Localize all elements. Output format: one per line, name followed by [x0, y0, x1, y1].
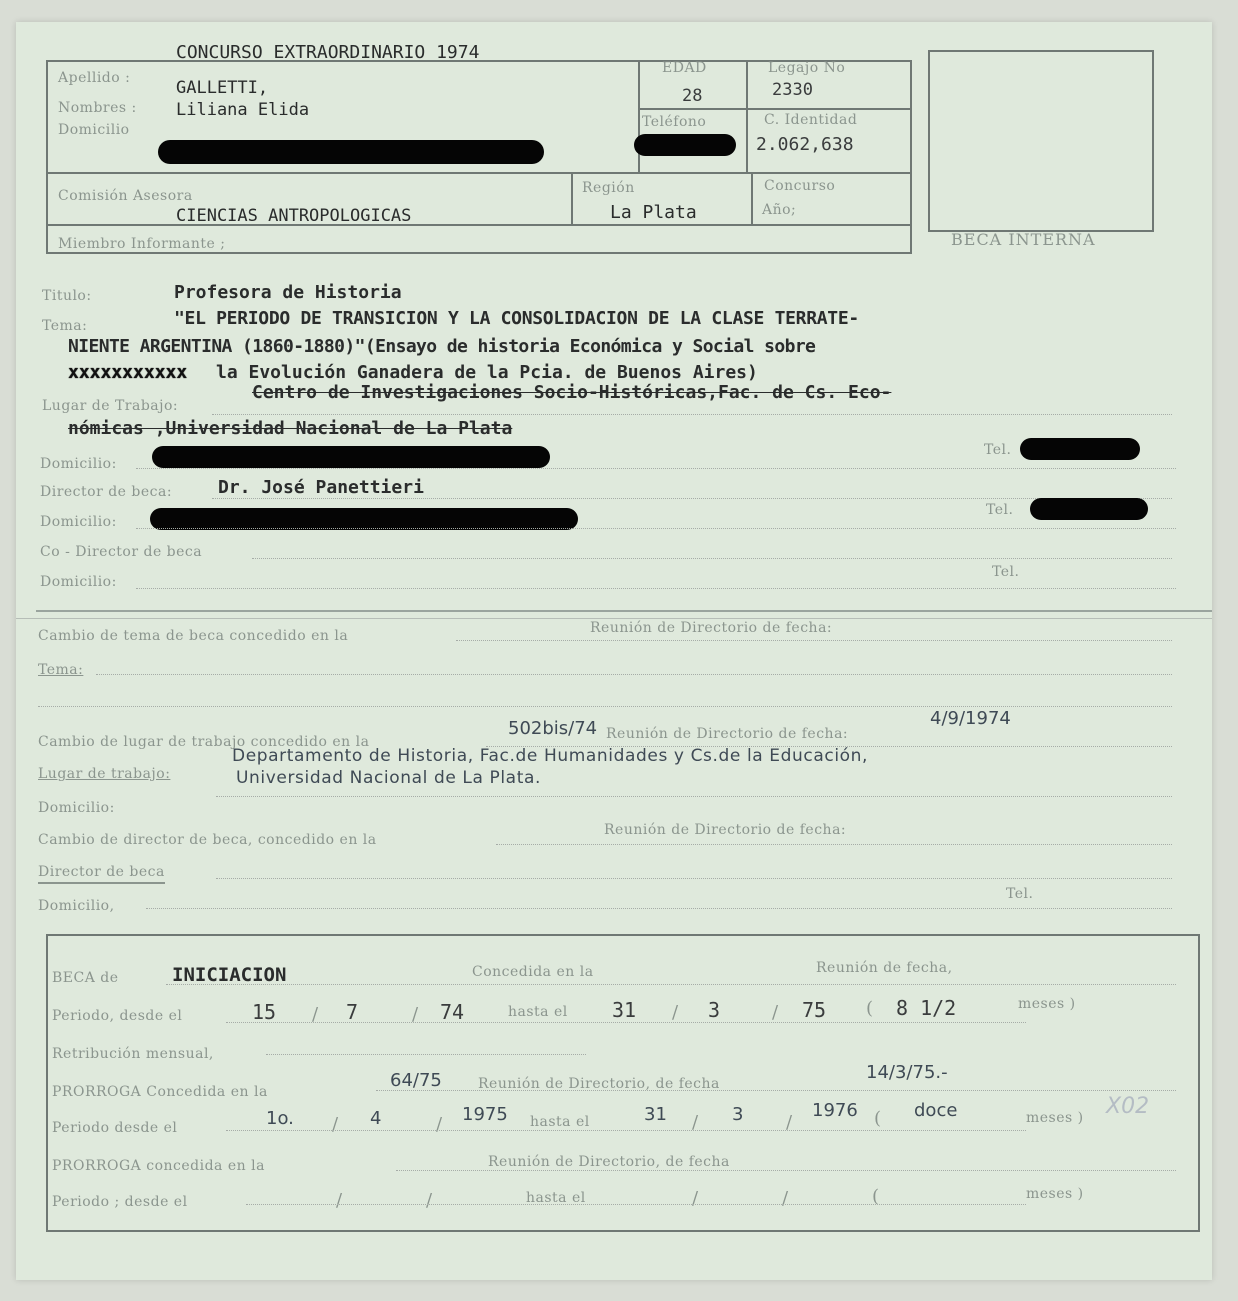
retribucion-label: Retribución mensual, [52, 1046, 214, 1062]
apellido-value: GALLETTI, [176, 78, 269, 98]
domicilio-director-label: Domicilio: [40, 514, 117, 530]
periodo-label: Periodo, desde el [52, 1008, 183, 1024]
meses3-label: meses ) [1026, 1186, 1084, 1202]
beca-label: BECA de [52, 970, 119, 986]
cambio-lugar-fecha: 4/9/1974 [930, 708, 1011, 729]
tema-line-3-struck: xxxxxxxxxxx [68, 362, 188, 383]
beca-concedida-label: Concedida en la [472, 964, 594, 980]
edad-value: 28 [682, 86, 703, 106]
redacted-address [158, 140, 544, 164]
codirector-label: Co - Director de beca [40, 544, 203, 560]
prorroga-res: 64/75 [390, 1070, 442, 1091]
lugar-trabajo-line-2: nómicas ,Universidad Nacional de La Plata [68, 418, 513, 439]
photo-caption: BECA INTERNA [951, 230, 1096, 249]
anio-label: Año; [762, 202, 797, 218]
lugar-trabajo-label: Lugar de Trabajo: [42, 398, 179, 414]
cambio-lugar-lugar-label: Lugar de trabajo: [38, 766, 171, 782]
cambio-director-director-label: Director de beca [38, 864, 165, 884]
periodo3-label: Periodo ; desde el [52, 1194, 188, 1210]
cambio-director-tel-label: Tel. [1006, 886, 1034, 902]
tema-line-3: la Evolución Ganadera de la Pcia. de Buenos Aires) [216, 362, 758, 383]
p2-duracion: doce [914, 1100, 958, 1121]
prorroga-label: PRORROGA Concedida en la [52, 1084, 268, 1100]
redacted-director-address [150, 508, 578, 530]
prorroga-reunion-label: Reunión de Directorio, de fecha [478, 1076, 720, 1092]
header-divider [46, 172, 910, 174]
edad-label: EDAD [662, 60, 707, 76]
prorroga2-label: PRORROGA concedida en la [52, 1158, 265, 1174]
lugar-trabajo-line-1: Centro de Investigaciones Socio-Históricas,Fac. de Cs. Eco- [252, 382, 892, 403]
hasta2-label: hasta el [530, 1114, 590, 1130]
reunion-label-2: Reunión de Directorio de fecha: [606, 726, 849, 742]
periodo2-label: Periodo desde el [52, 1120, 178, 1136]
p2-hasta-anio: 1976 [812, 1100, 858, 1121]
redacted-work-phone [1020, 438, 1140, 460]
hasta-anio: 75 [802, 998, 827, 1022]
domicilio-trabajo-label: Domicilio: [40, 456, 117, 472]
legajo-value: 2330 [772, 80, 813, 100]
apellido-label: Apellido : [58, 70, 131, 86]
redacted-phone [634, 134, 736, 156]
cambio-lugar-res: 502bis/74 [508, 718, 598, 739]
domicilio-label: Domicilio [58, 122, 130, 138]
reunion-label-1: Reunión de Directorio de fecha: [590, 620, 833, 636]
cambio-lugar-line-2: Universidad Nacional de La Plata. [236, 768, 541, 788]
p2-hasta-mes: 3 [732, 1104, 744, 1125]
cambio-director-label: Cambio de director de beca, concedido en la [38, 832, 377, 848]
titulo-label: Titulo: [42, 288, 92, 304]
region-label: Región [582, 180, 635, 196]
tema-label: Tema: [42, 318, 88, 334]
hasta-label: hasta el [508, 1004, 568, 1020]
p2-desde-anio: 1975 [462, 1104, 508, 1125]
p2-desde-dia: 1o. [266, 1108, 294, 1129]
tema-line-2: NIENTE ARGENTINA (1860-1880)"(Ensayo de historia Económica y Social sobre [68, 336, 816, 357]
meses2-label: meses ) [1026, 1110, 1084, 1126]
comision-value: CIENCIAS ANTROPOLOGICAS [176, 206, 412, 226]
tel-codirector-label: Tel. [992, 564, 1020, 580]
director-value: Dr. José Panettieri [218, 477, 424, 498]
nombres-label: Nombres : [58, 100, 137, 116]
identidad-value: 2.062,638 [756, 134, 854, 155]
redacted-work-address [152, 446, 550, 468]
desde-mes: 7 [346, 1000, 359, 1024]
prorroga2-reunion-label: Reunión de Directorio, de fecha [488, 1154, 730, 1170]
hasta3-label: hasta el [526, 1190, 586, 1206]
cambio-lugar-line-1: Departamento de Historia, Fac.de Humanidades y Cs.de la Educación, [232, 746, 869, 766]
beca-reunion-fecha-label: Reunión de fecha, [816, 960, 953, 976]
concurso-label: Concurso [764, 178, 836, 194]
telefono-label: Teléfono [642, 114, 707, 130]
tel-trabajo-label: Tel. [984, 442, 1012, 458]
titulo-value: Profesora de Historia [174, 282, 402, 303]
cambio-director-domicilio-label: Domicilio, [38, 898, 115, 914]
tema-line-1: "EL PERIODO DE TRANSICION Y LA CONSOLIDACION DE LA CLASE TERRATE- [174, 308, 859, 329]
cambio-tema-tema-label: Tema: [38, 662, 84, 678]
tel-director-label: Tel. [986, 502, 1014, 518]
prorroga-fecha: 14/3/75.- [866, 1062, 948, 1083]
duracion: 8 1/2 [896, 996, 957, 1020]
hasta-dia: 31 [612, 998, 637, 1022]
contest-title: CONCURSO EXTRAORDINARIO 1974 [176, 42, 480, 63]
hasta-mes: 3 [708, 998, 721, 1022]
redacted-director-phone [1030, 498, 1148, 520]
miembro-label: Miembro Informante ; [58, 236, 226, 252]
reunion-label-3: Reunión de Directorio de fecha: [604, 822, 847, 838]
fold-line [36, 610, 1212, 612]
cambio-domicilio-label: Domicilio: [38, 800, 115, 816]
margin-note: X02 [1106, 1094, 1150, 1119]
cambio-tema-label: Cambio de tema de beca concedido en la [38, 628, 349, 644]
meses-label: meses ) [1018, 996, 1076, 1012]
desde-dia: 15 [252, 1000, 277, 1024]
desde-anio: 74 [440, 1000, 465, 1024]
p2-hasta-dia: 31 [644, 1104, 667, 1125]
nombres-value: Liliana Elida [176, 100, 310, 120]
photo-box [928, 50, 1154, 232]
legajo-label: Legajo No [768, 60, 846, 76]
cambio-lugar-label: Cambio de lugar de trabajo concedido en la [38, 734, 370, 750]
region-value: La Plata [610, 202, 697, 223]
domicilio-codirector-label: Domicilio: [40, 574, 117, 590]
director-label: Director de beca: [40, 484, 173, 500]
grant-record-card: CONCURSO EXTRAORDINARIO 1974 Apellido : GALLETTI, Nombres : Liliana Elida Domicilio EDAD 28 Legajo No 2330 Teléfono C. Identidad 2.062,638 Comisión Asesora CIENCIAS ANTROPOLOGICAS Región La Plata Concurso Año; Miembro Informante ; BECA INTERNA Titulo: Profesora de Historia Tema: "EL PERIODO DE TRANSICION Y LA CONSOLIDACION DE LA CLASE TERRATE- NIENTE ARGENTINA (1860-1880)"(Ensayo de historia Económica y Social sobre xxxxxxxxxxx la Evolución Ganadera de la Pcia. de Buenos Aires) Lugar de Trabajo: Centro de Investigaciones Socio-Históricas,Fac. de Cs. Eco- nómicas ,Universidad Nacional de La Plata Domicilio: Tel. Director de beca: Dr. José Panettieri Domicilio: Tel. Co - Director de beca Domicilio: Tel. Cambio de tema de beca concedido en la Reunión de Directorio de fecha: Tema: Cambio de lugar de trabajo concedido en la 502bis/74 Reunión de Directorio de fecha: 4/9/1974 Lugar de trabajo: Departamento de Historia, Fac.de Humanidades y Cs.de la Educación, Universidad Nacional de La Plata. Domicilio: Cambio de director de beca, concedido en la Reunión de Directorio de fecha: Director de beca Domicilio, Tel. BECA de INICIACION Concedida en la Reunión de fecha, Periodo, desde el 15 / 7 / 74 hasta el 31 / 3 / 75 ( 8 1/2 meses ) Retribución mensual, PRORROGA Concedida en la 64/75 Reunión de Directorio, de fecha 14/3/75.- Periodo desde el 1o. / 4 / 1975 hasta el 31 / 3 / 1976 ( doce meses ) X02 PRORROGA concedida en la Reunión de Directorio, de fecha Periodo ; desde el / / hasta el / / ( meses ) [16, 22, 1212, 1280]
p2-desde-mes: 4 [370, 1108, 382, 1129]
beca-tipo: INICIACION [172, 964, 287, 986]
identidad-label: C. Identidad [764, 112, 858, 128]
comision-label: Comisión Asesora [58, 188, 193, 204]
